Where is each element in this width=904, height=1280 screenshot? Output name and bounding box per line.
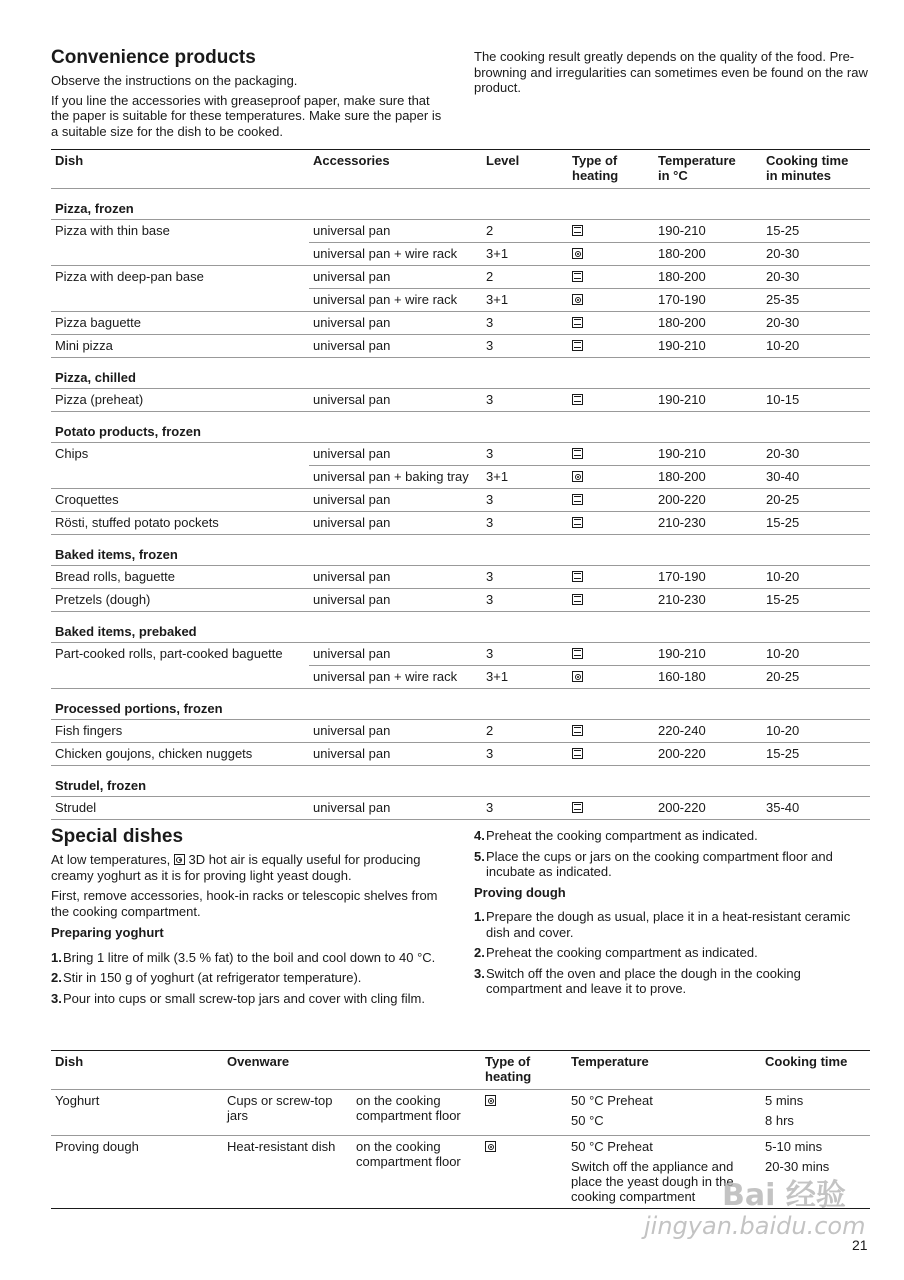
cell-dish: Croquettes bbox=[51, 489, 309, 512]
cell-temperature: 190-210 bbox=[654, 643, 762, 666]
list-item: 1. Bring 1 litre of milk (3.5 % fat) to the boil and cool down to 40 °C. bbox=[51, 949, 436, 965]
cell-accessories: universal pan bbox=[309, 335, 482, 358]
cell-time: 15-25 bbox=[762, 743, 870, 766]
top-bottom-heating-icon bbox=[572, 517, 583, 528]
cell-dish bbox=[51, 666, 309, 689]
table-row bbox=[51, 666, 870, 689]
header-accessories: Accessories bbox=[313, 153, 390, 168]
cell-level: 3+1 bbox=[482, 466, 568, 489]
top-bottom-heating-icon bbox=[572, 802, 583, 813]
table-row bbox=[51, 312, 870, 335]
cell-level: 3 bbox=[482, 443, 568, 466]
cell-level: 3 bbox=[482, 743, 568, 766]
cell-heating bbox=[568, 797, 654, 820]
table-row bbox=[51, 489, 870, 512]
yoghurt-steps-list bbox=[51, 950, 451, 1007]
cell-heating bbox=[568, 243, 654, 266]
cell-heating bbox=[481, 1090, 567, 1136]
header-level: Level bbox=[486, 153, 520, 168]
table-group-row bbox=[51, 535, 870, 566]
cell-dish: Mini pizza bbox=[51, 335, 309, 358]
cell-dish bbox=[51, 243, 309, 266]
group-title: Strudel, frozen bbox=[51, 766, 870, 797]
cell-heating bbox=[568, 220, 654, 243]
top-bottom-heating-icon bbox=[572, 271, 583, 282]
table-group-row bbox=[51, 189, 870, 220]
cell-time: 20-25 bbox=[762, 489, 870, 512]
watermark-logo: Bai 经验 bbox=[722, 1178, 846, 1213]
3d-hot-air-icon bbox=[572, 671, 583, 682]
cell-heating bbox=[568, 643, 654, 666]
cell-heating bbox=[568, 666, 654, 689]
table-row bbox=[51, 566, 870, 589]
cell-time: 20-30 bbox=[762, 443, 870, 466]
header-ovenware: Ovenware bbox=[227, 1054, 290, 1069]
table-header-row bbox=[51, 150, 870, 189]
cell-heating bbox=[568, 489, 654, 512]
cell-dish bbox=[51, 466, 309, 489]
group-title: Baked items, prebaked bbox=[51, 612, 870, 643]
cell-dish: Chips bbox=[55, 446, 89, 461]
cell-dish: Part-cooked rolls, part-cooked baguette bbox=[55, 646, 283, 661]
3d-hot-air-icon bbox=[485, 1141, 496, 1152]
cell-dish: Bread rolls, baguette bbox=[51, 566, 309, 589]
top-bottom-heating-icon bbox=[572, 225, 583, 236]
cell-temperature: 200-220 bbox=[654, 489, 762, 512]
dough-steps-list bbox=[474, 909, 874, 997]
table-row bbox=[51, 1090, 870, 1136]
cell-level: 3+1 bbox=[482, 243, 568, 266]
paragraph-remove-accessories: First, remove accessories, hook-in racks or telescopic shelves from the cooking compartment. bbox=[51, 888, 438, 919]
table-group-row bbox=[51, 612, 870, 643]
top-bottom-heating-icon bbox=[572, 448, 583, 459]
cell-level: 3 bbox=[482, 489, 568, 512]
cell-temperature: 210-230 bbox=[654, 512, 762, 535]
cell-dish: Strudel bbox=[51, 797, 309, 820]
group-title: Baked items, frozen bbox=[51, 535, 870, 566]
table-row bbox=[51, 443, 870, 466]
cell-temperature: 170-190 bbox=[654, 566, 762, 589]
list-item: 3. Switch off the oven and place the dough in the cooking compartment and leave it to prove. bbox=[474, 965, 801, 996]
cell-heating bbox=[568, 589, 654, 612]
table-row bbox=[51, 220, 870, 243]
group-title: Pizza, frozen bbox=[51, 189, 870, 220]
cell-time: 10-20 bbox=[762, 643, 870, 666]
cell-level: 3 bbox=[482, 512, 568, 535]
cell-accessories: universal pan bbox=[309, 797, 482, 820]
cell-temperature: 200-220 bbox=[654, 743, 762, 766]
heading-proving-dough: Proving dough bbox=[474, 884, 566, 900]
group-title: Processed portions, frozen bbox=[51, 689, 870, 720]
cell-level: 3 bbox=[482, 389, 568, 412]
header-cooking-time: Cooking time in minutes bbox=[766, 153, 849, 183]
cell-time: 20-30 bbox=[762, 243, 870, 266]
cell-temperature: 180-200 bbox=[654, 312, 762, 335]
cell-heating bbox=[568, 335, 654, 358]
header-heating: Type of heating bbox=[485, 1054, 532, 1084]
cell-accessories: universal pan bbox=[309, 720, 482, 743]
top-bottom-heating-icon bbox=[572, 748, 583, 759]
cell-accessories: universal pan bbox=[309, 643, 482, 666]
group-title: Pizza, chilled bbox=[51, 358, 870, 389]
table-row bbox=[51, 389, 870, 412]
table-group-row bbox=[51, 766, 870, 797]
top-bottom-heating-icon bbox=[572, 394, 583, 405]
table-row bbox=[51, 266, 870, 289]
cell-time: 10-15 bbox=[762, 389, 870, 412]
cell-dish: Pizza with thin base bbox=[55, 223, 170, 238]
cell-time: 10-20 bbox=[762, 566, 870, 589]
cell-temperature: 200-220 bbox=[654, 797, 762, 820]
cell-time: 10-20 bbox=[762, 335, 870, 358]
cell-dish: Rösti, stuffed potato pockets bbox=[51, 512, 309, 535]
cell-accessories: universal pan bbox=[309, 512, 482, 535]
cell-level: 3+1 bbox=[482, 289, 568, 312]
cell-time: 5 mins 8 hrs bbox=[761, 1090, 870, 1136]
header-dish: Dish bbox=[55, 1054, 84, 1069]
cell-time: 20-30 bbox=[762, 266, 870, 289]
list-item: 2. Stir in 150 g of yoghurt (at refrigerator temperature). bbox=[51, 970, 362, 985]
cell-level: 3 bbox=[482, 797, 568, 820]
cell-accessories: universal pan bbox=[309, 220, 482, 243]
cell-time: 15-25 bbox=[762, 220, 870, 243]
top-bottom-heating-icon bbox=[572, 725, 583, 736]
cell-level: 2 bbox=[482, 220, 568, 243]
list-item: 5. Place the cups or jars on the cooking compartment floor and incubate as indicated. bbox=[474, 848, 833, 879]
table-row bbox=[51, 289, 870, 312]
list-item: 4. Preheat the cooking compartment as indicated. bbox=[474, 828, 758, 843]
cell-temperature: 50 °C Preheat Switch off the appliance and place the yeast dough in the cooking compartment bbox=[567, 1136, 761, 1209]
table-header-row bbox=[51, 1051, 870, 1090]
cell-dish: Pizza (preheat) bbox=[51, 389, 309, 412]
cell-level: 3 bbox=[482, 312, 568, 335]
cell-time: 15-25 bbox=[762, 512, 870, 535]
page-number: 21 bbox=[852, 1237, 868, 1253]
cell-heating bbox=[568, 389, 654, 412]
cell-level: 2 bbox=[482, 266, 568, 289]
table-row bbox=[51, 643, 870, 666]
table-row bbox=[51, 512, 870, 535]
cell-accessories: universal pan + wire rack bbox=[309, 243, 482, 266]
cell-temperature: 190-210 bbox=[654, 389, 762, 412]
cell-heating bbox=[568, 566, 654, 589]
convenience-table bbox=[51, 149, 870, 820]
cell-dish: Pretzels (dough) bbox=[51, 589, 309, 612]
cell-dish: Fish fingers bbox=[51, 720, 309, 743]
header-heating: Type of heating bbox=[572, 153, 619, 183]
top-bottom-heating-icon bbox=[572, 648, 583, 659]
top-bottom-heating-icon bbox=[572, 594, 583, 605]
top-bottom-heating-icon bbox=[572, 340, 583, 351]
cell-accessories: universal pan + wire rack bbox=[309, 289, 482, 312]
cell-accessories: universal pan bbox=[309, 489, 482, 512]
cell-time: 20-25 bbox=[762, 666, 870, 689]
cell-accessories: universal pan + wire rack bbox=[309, 666, 482, 689]
convenience-table-body bbox=[51, 189, 870, 820]
header-cooking-time: Cooking time bbox=[765, 1054, 848, 1069]
cell-dish: Proving dough bbox=[51, 1136, 223, 1209]
paragraph-packaging: Observe the instructions on the packaging. bbox=[51, 73, 298, 88]
top-bottom-heating-icon bbox=[572, 317, 583, 328]
cell-time: 10-20 bbox=[762, 720, 870, 743]
cell-temperature: 190-210 bbox=[654, 335, 762, 358]
header-dish: Dish bbox=[55, 153, 84, 168]
cell-temperature: 190-210 bbox=[654, 220, 762, 243]
cell-accessories: universal pan bbox=[309, 743, 482, 766]
cell-level: 3 bbox=[482, 643, 568, 666]
cell-level: 3 bbox=[482, 566, 568, 589]
cell-heating bbox=[568, 466, 654, 489]
cell-dish: Chicken goujons, chicken nuggets bbox=[51, 743, 309, 766]
3d-hot-air-icon bbox=[174, 854, 185, 865]
list-item: 1. Prepare the dough as usual, place it in a heat-resistant ceramic dish and cover. bbox=[474, 909, 851, 940]
list-item: 2. Preheat the cooking compartment as indicated. bbox=[474, 945, 758, 960]
3d-hot-air-icon bbox=[572, 248, 583, 259]
cell-dish: Pizza with deep-pan base bbox=[55, 269, 204, 284]
cell-dish: Yoghurt bbox=[51, 1090, 223, 1136]
table-row bbox=[51, 797, 870, 820]
table-row bbox=[51, 243, 870, 266]
table-group-row bbox=[51, 412, 870, 443]
cell-time: 35-40 bbox=[762, 797, 870, 820]
header-temperature: Temperature bbox=[571, 1054, 649, 1069]
table-row bbox=[51, 720, 870, 743]
cell-heating bbox=[568, 312, 654, 335]
table-row bbox=[51, 335, 870, 358]
cell-accessories: universal pan bbox=[309, 389, 482, 412]
cell-temperature: 50 °C Preheat 50 °C bbox=[567, 1090, 761, 1136]
table-row bbox=[51, 743, 870, 766]
3d-hot-air-icon bbox=[572, 294, 583, 305]
cell-temperature: 160-180 bbox=[654, 666, 762, 689]
top-bottom-heating-icon bbox=[572, 494, 583, 505]
3d-hot-air-icon bbox=[485, 1095, 496, 1106]
cell-temperature: 180-200 bbox=[654, 266, 762, 289]
cell-dish: Pizza baguette bbox=[51, 312, 309, 335]
cell-temperature: 180-200 bbox=[654, 466, 762, 489]
3d-hot-air-icon bbox=[572, 471, 583, 482]
top-bottom-heating-icon bbox=[572, 571, 583, 582]
cell-ovenware: Heat-resistant dish bbox=[223, 1136, 352, 1209]
cell-place: on the cooking compartment floor bbox=[352, 1090, 481, 1136]
cell-accessories: universal pan bbox=[309, 589, 482, 612]
cell-heating bbox=[568, 266, 654, 289]
cell-time: 15-25 bbox=[762, 589, 870, 612]
cell-time: 30-40 bbox=[762, 466, 870, 489]
cell-heating bbox=[481, 1136, 567, 1209]
heading-preparing-yoghurt: Preparing yoghurt bbox=[51, 925, 164, 940]
cell-heating bbox=[568, 443, 654, 466]
cell-accessories: universal pan bbox=[309, 566, 482, 589]
paragraph-greaseproof: If you line the accessories with greaseproof paper, make sure that the paper is suitable for these temperatures. Make sure the paper is a suitable size for the dish to be cooked. bbox=[51, 92, 442, 139]
cell-heating bbox=[568, 289, 654, 312]
cell-level: 3+1 bbox=[482, 666, 568, 689]
cell-accessories: universal pan bbox=[309, 312, 482, 335]
cell-accessories: universal pan bbox=[309, 443, 482, 466]
cell-temperature: 180-200 bbox=[654, 243, 762, 266]
cell-accessories: universal pan + baking tray bbox=[309, 466, 482, 489]
cell-ovenware: Cups or screw-top jars bbox=[223, 1090, 352, 1136]
cell-temperature: 190-210 bbox=[654, 443, 762, 466]
list-item: 3. Pour into cups or small screw-top jars and cover with cling film. bbox=[51, 990, 425, 1006]
table-group-row bbox=[51, 689, 870, 720]
cell-heating bbox=[568, 512, 654, 535]
cell-dish bbox=[51, 289, 309, 312]
cell-level: 2 bbox=[482, 720, 568, 743]
cell-temperature: 210-230 bbox=[654, 589, 762, 612]
table-row bbox=[51, 589, 870, 612]
cell-time: 20-30 bbox=[762, 312, 870, 335]
section-title-convenience: Convenience products bbox=[51, 47, 256, 68]
table-group-row bbox=[51, 358, 870, 389]
cell-place: on the cooking compartment floor bbox=[352, 1136, 481, 1209]
paragraph-quality: The cooking result greatly depends on the quality of the food. Pre-browning and irregularities can sometimes even be found on the raw product. bbox=[474, 49, 868, 95]
cell-level: 3 bbox=[482, 589, 568, 612]
cell-time: 25-35 bbox=[762, 289, 870, 312]
section-title-special: Special dishes bbox=[51, 826, 184, 847]
cell-heating bbox=[568, 720, 654, 743]
watermark-url: jingyan.baidu.com bbox=[644, 1212, 866, 1240]
yoghurt-steps-list-continued bbox=[474, 828, 874, 880]
table-row bbox=[51, 466, 870, 489]
group-title: Potato products, frozen bbox=[51, 412, 870, 443]
cell-level: 3 bbox=[482, 335, 568, 358]
cell-temperature: 170-190 bbox=[654, 289, 762, 312]
paragraph-low-temps: At low temperatures, 3D hot air is equally useful for producing creamy yoghurt as it is for proving light yeast dough. bbox=[51, 852, 421, 883]
cell-heating bbox=[568, 743, 654, 766]
header-temperature: Temperature in °C bbox=[658, 153, 736, 183]
cell-temperature: 220-240 bbox=[654, 720, 762, 743]
cell-time: 5-10 mins 20-30 mins bbox=[761, 1136, 870, 1209]
cell-accessories: universal pan bbox=[309, 266, 482, 289]
